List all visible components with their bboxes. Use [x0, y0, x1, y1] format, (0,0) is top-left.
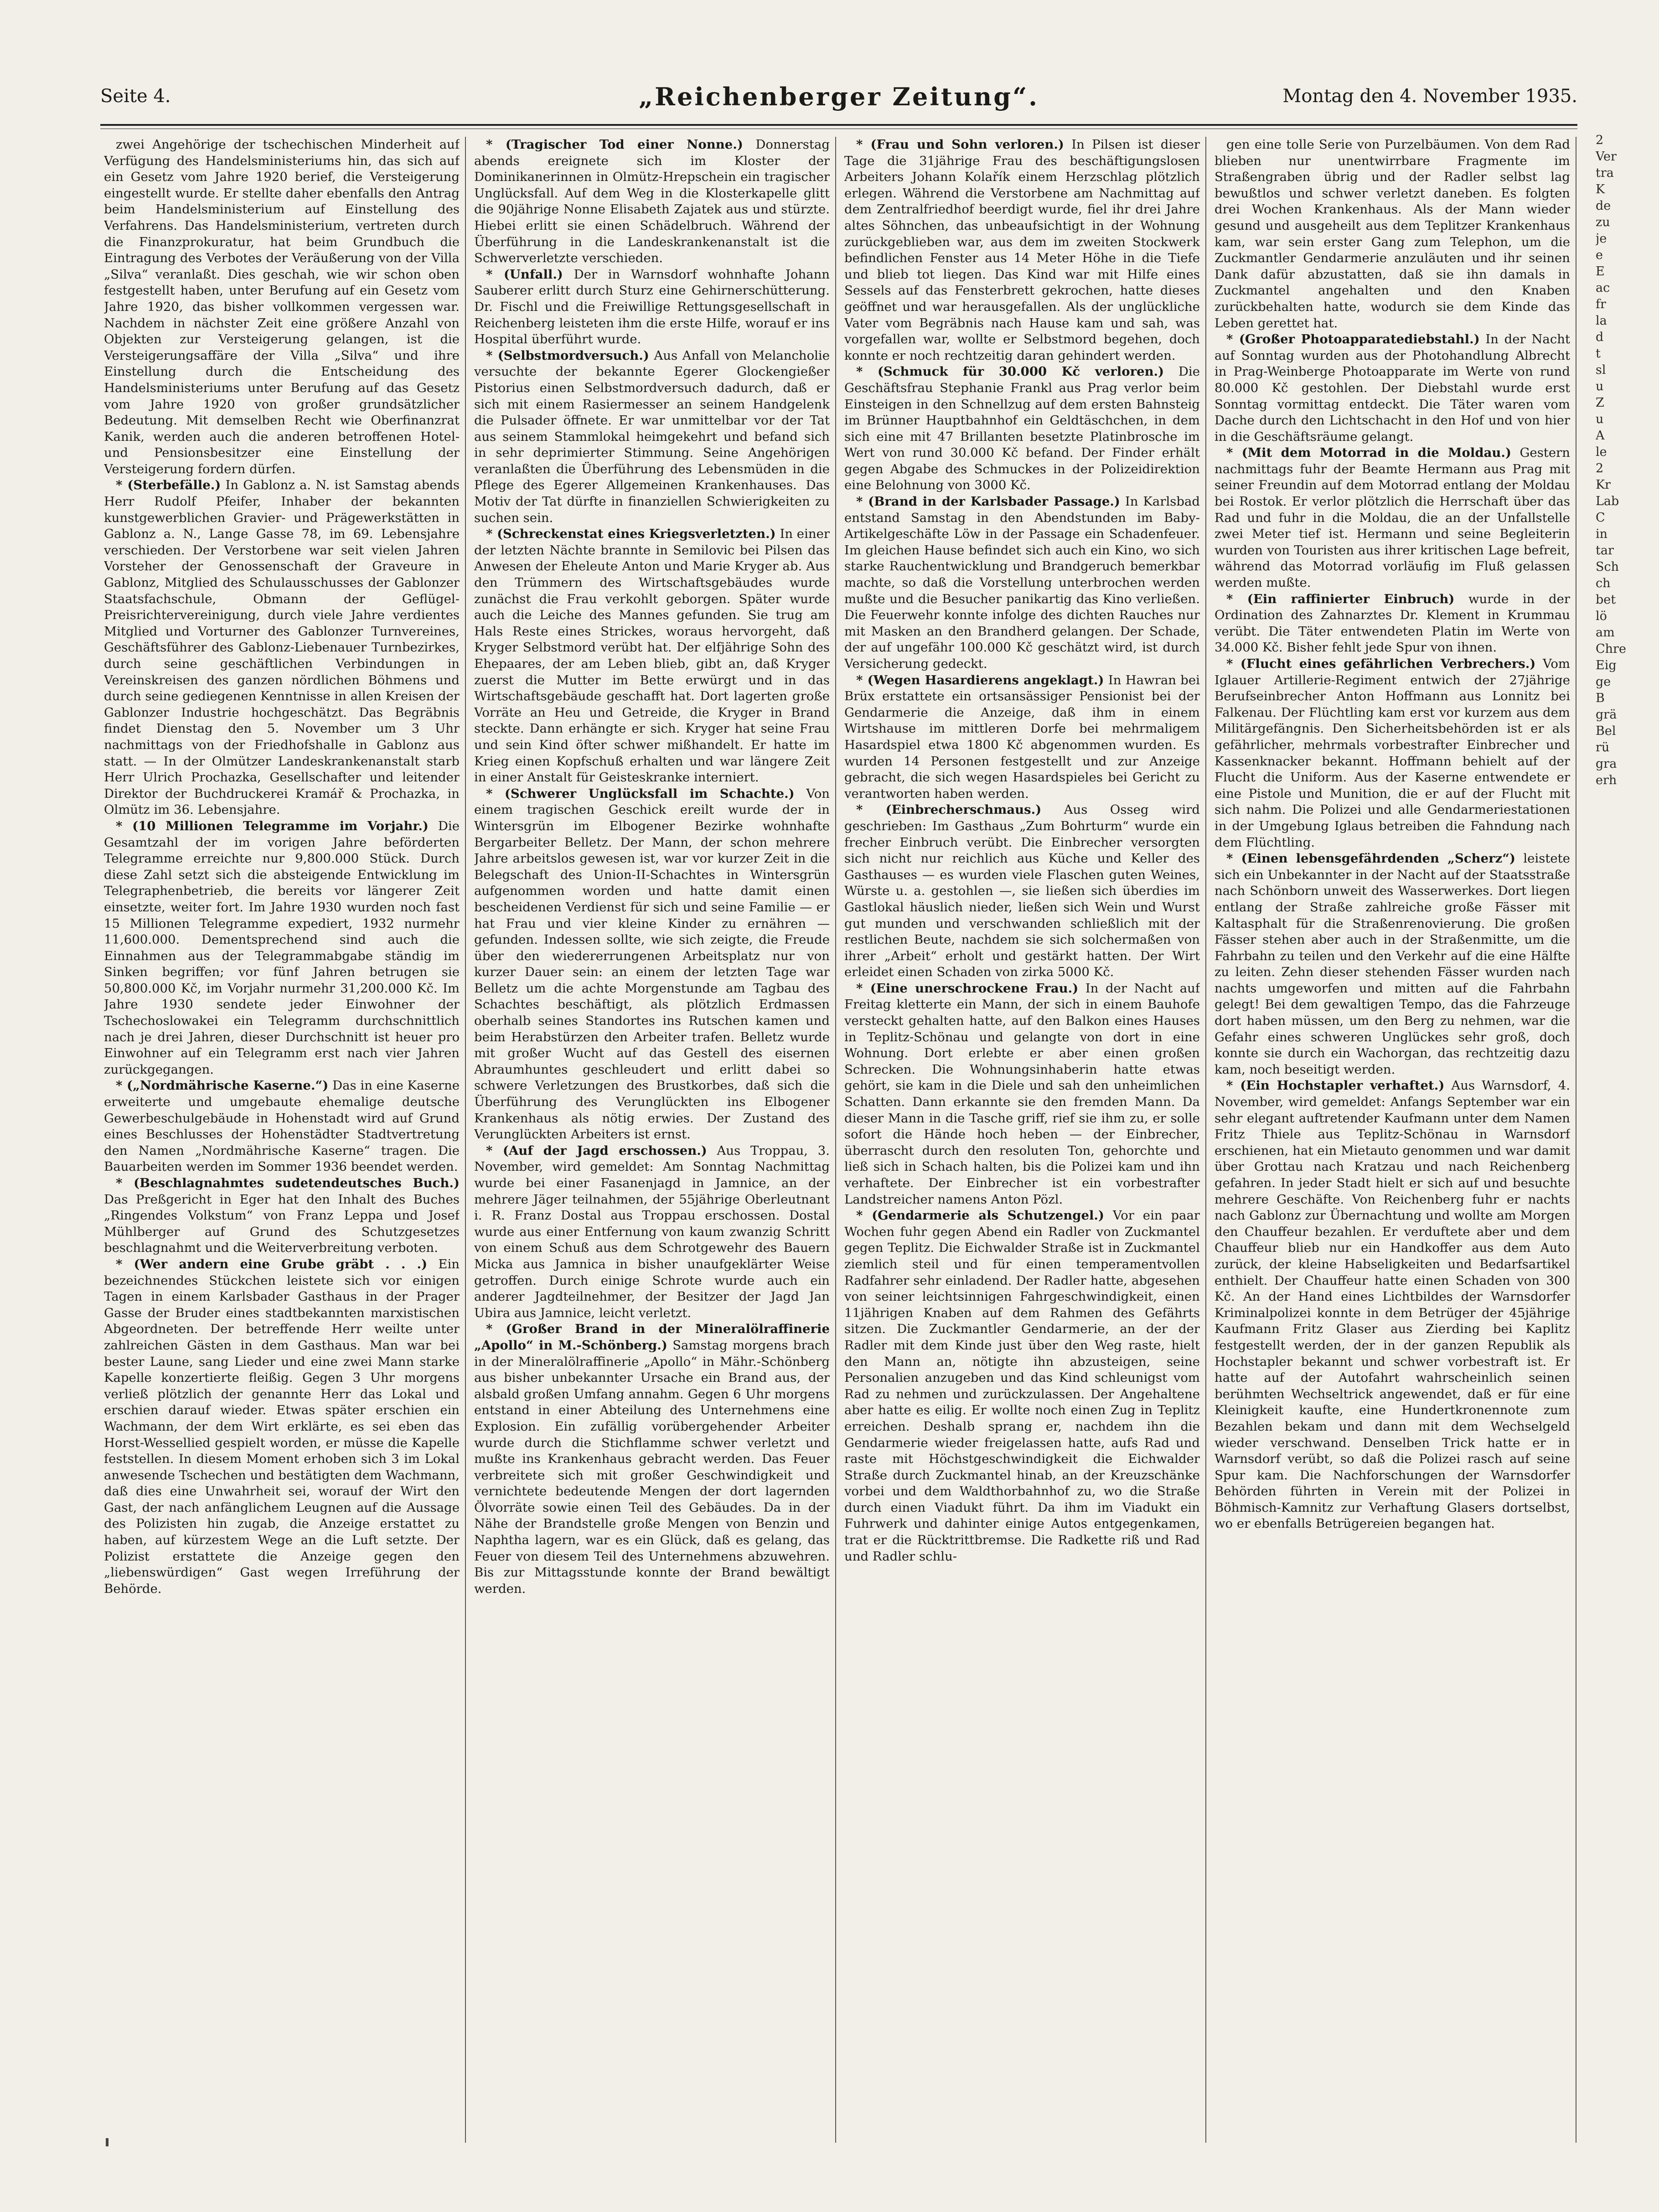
fragment-line: lö: [1596, 609, 1607, 623]
article-headline: * (Tragischer Tod einer Nonne.): [486, 137, 743, 152]
fragment-line: tar: [1596, 543, 1614, 558]
article-text: Aus Troppau, 3. November, wird gemeldet: Am Sonntag Nachmittag wurde bei einer Fasanenjagd in Jamnice, an der mehrere Jäger teilnahmen, der 55jährige Oberleutnant i. R. Franz Dostal aus Troppau erschossen. Dostal wurde aus einer Entfernung von kaum zwanzig Schritt von einem Schuß aus dem Schrotgewehr des Bauern Micka aus Jamnica in bisher unaufgeklärter Weise getroffen. Durch einige Schrote wurde auch ein anderer Jagdteilnehmer, der Besitzer der Jagd Jan Ubira aus Jamnice, leicht verletzt.: [474, 1143, 830, 1320]
column-4: [1215, 137, 1570, 2161]
adjacent-page-fragment: [1596, 132, 1659, 2161]
article-text: Donnerstag abends ereignete sich im Kloster der Dominikanerinnen in Olmütz-Hrepschein ein tragischer Unglücksfall. Auf dem Weg in die Klosterkapelle glitt die 90jährige Nonne Elisabeth Zajatek aus und stürzte. Hiebei erlitt sie einen Schädelbruch. Während der Überführung in die Landeskrankenanstalt ist die Schwerverletzte verschieden.: [474, 137, 830, 266]
article-text: leistete sich ein Unbekannter in der Nacht auf der Staatsstraße nach Schönborn unweit des Wasserwerkes. Dort liegen entlang der Straße zahlreiche große Fässer mit Kaltasphalt für die Straßenrenovierung. Die großen Fässer stehen aber auch in der Straßenmitte, um die Fahrbahn zu teilen und den Verkehr auf die eine Hälfte zu leiten. Zehn dieser stehenden Fässer wurden nach nachts umgeworfen und mitten auf die Fahrbahn gelegt! Bei dem gewaltigen Tempo, das die Fahrzeuge dort haben müssen, um den Berg zu nehmen, war die Gefahr eines schweren Unglückes sehr groß, doch konnte sie durch ein Wachorgan, das rechtzeitig dazu kam, noch beseitigt werden.: [1215, 851, 1570, 1077]
article-text: wurde in der Ordination des Zahnarztes Dr. Klement in Krummau verübt. Die Täter entwendeten Platin im Werte von 34.000 Kč. Bisher fehlt jede Spur von ihnen.: [1215, 591, 1570, 655]
article: [104, 1256, 460, 1597]
article-headline: * (Großer Brand in der Mineralölraffinerie „Apollo“ in M.-Schönberg.): [474, 1322, 830, 1353]
article-headline: * (Unfall.): [486, 267, 563, 282]
article: [1215, 1078, 1570, 1532]
fragment-line: t: [1596, 346, 1601, 361]
fragment-line: ge: [1596, 675, 1611, 689]
article: [844, 981, 1200, 1208]
article-headline: * (Selbstmordversuch.): [486, 348, 649, 363]
article: [844, 802, 1200, 981]
article-text: In Pilsen ist dieser Tage die 31jährige Frau des beschäftigungslosen Arbeiters Johann Kolařík einem Herzschlag plötzlich erlegen. Während die Verstorbene am Nachmittag auf dem Zentralfriedhof beerdigt wurde, fiel ihr drei Jahre altes Söhnchen, das unbeaufsichtigt in der Wohnung zurückgeblieben war, aus dem im zweiten Stockwerk befindlichen Fenster aus 14 Meter Höhe in die Tiefe und blieb tot liegen. Das Kind war mit Hilfe eines Sessels auf das Fensterbrett gekrochen, hatte dieses geöffnet und war herausgefallen. Als der unglückliche Vater vom Begräbnis nach Hause kam und sah, was vorgefallen war, wollte er Selbstmord begehen, doch konnte er noch rechtzeitig daran gehindert werden.: [844, 137, 1200, 363]
fragment-line: Bel: [1596, 724, 1616, 738]
article-headline: * (Schmuck für 30.000 Kč verloren.): [856, 364, 1164, 379]
article: [474, 1143, 830, 1322]
article-text: Der in Warnsdorf wohnhafte Johann Sauberer erlitt durch Sturz eine Gehirnerschütterung. Dr. Fischl und die Freiwillige Rettungsgesellschaft in Reichenberg leisteten ihm die erste Hilfe, worauf er ins Hospital überführt wurde.: [474, 267, 830, 347]
article-text: Das Preßgericht in Eger hat den Inhalt des Buches „Ringendes Volkstum“ von Franz Leppa und Josef Mühlberger auf Grund des Schutzgesetzes beschlagnahmt und die Weiterverbreitung verboten.: [104, 1192, 460, 1256]
article-text: Vor ein paar Wochen fuhr gegen Abend ein Radler von Zuckmantel gegen Teplitz. Die Eichwalder Straße ist in Zuckmantel ziemlich steil und für einen temperamentvollen Radfahrer sehr einladend. Der Radler hatte, abgesehen von seiner leichtsinnigen Fahrgeschwindigkeit, einen 11jährigen Knaben auf dem Rahmen des Gefährts sitzen. Die Zuckmantler Gendarmerie, an der der Radler mit dem Kinde just über den Weg raste, hielt den Mann an, nötigte ihn abzusteigen, seine Personalien anzugeben und das Kind schleunigst vom Rad zu nehmen und zurückzulassen. Der Angehaltene aber hatte es eilig. Er wollte noch einen Zug in Teplitz erreichen. Deshalb sprang er, nachdem ihn die Gendarmerie wieder freigelassen hatte, aufs Rad und raste mit Höchstgeschwindigkeit die Eichwalder Straße durch Zuckmantel hinab, an der Kreuzschänke vorbei und dem Waldthorbahnhof zu, wo die Straße durch einen Viadukt führt. Da ihm im Viadukt ein Fuhrwerk und dahinter einige Autos entgegenkamen, trat er die Rücktrittbremse. Die Radkette riß und Rad und Radler schlu-: [844, 1208, 1200, 1564]
column-divider: [465, 137, 466, 2143]
article-headline: * (Beschlagnahmtes sudetendeutsches Buch.): [116, 1176, 460, 1190]
fragment-line: B: [1596, 691, 1605, 705]
fragment-line: ch: [1596, 576, 1611, 590]
fragment-line: am: [1596, 625, 1615, 640]
article: [1215, 445, 1570, 591]
column-2: [474, 137, 830, 2161]
page-number: Seite 4.: [100, 86, 171, 107]
fragment-line: fr: [1596, 297, 1606, 311]
fragment-line: in: [1596, 527, 1608, 541]
article-text: gen eine tolle Serie von Purzelbäumen. Von dem Rad blieben nur unentwirrbare Fragmente im Straßengraben übrig und der Radler selbst lag bewußtlos und schwer verletzt daneben. Es folgten drei Wochen Krankenhaus. Als der Mann wieder gesund und ausgeheilt aus dem Teplitzer Krankenhaus kam, war sein erster Gang zum Telephon, um die Zuckmantler Gendarmerie anzuläuten und ihr seinen Dank dafür abzustatten, daß sie ihn damals in Zuckmantel angehalten und den Knaben zurückbehalten hatte, wodurch sie dem Kinde das Leben gerettet hat.: [1215, 137, 1570, 331]
fragment-line: 2: [1596, 133, 1604, 147]
article: [474, 267, 830, 348]
fragment-line: de: [1596, 199, 1611, 213]
article-text: In der Nacht auf Freitag kletterte ein Mann, der sich in einem Bauhofe versteckt gehalten hatte, auf den Balkon eines Hauses in Teplitz-Schönau und gelangte von dort in eine Wohnung. Dort erlebte er aber einen großen Schrecken. Die Wohnungsinhaberin hatte etwas gehört, sie kam in die Diele und sah den unheimlichen Schatten. Dann erkannte sie den fremden Mann. Da dieser Mann in die Tasche griff, rief sie ihm zu, er solle sofort die Hände hoch heben — der Einbrecher, überrascht durch den resoluten Ton, gehorchte und ließ sich in Schach halten, bis die Polizei kam und ihn verhaftete. Der Einbrecher ist ein vorbestrafter Landstreicher namens Anton Pözl.: [844, 981, 1200, 1207]
fragment-line: u: [1596, 412, 1604, 426]
fragment-line: u: [1596, 379, 1604, 393]
article: [1215, 851, 1570, 1078]
article: [1215, 591, 1570, 656]
article: [1215, 656, 1570, 851]
article: [844, 672, 1200, 802]
article: [104, 137, 460, 477]
article-text: Gestern nachmittags fuhr der Beamte Hermann aus Prag mit seiner Freundin auf dem Motorrad entlang der Moldau bei Rostok. Er verlor plötzlich die Herrschaft über das Rad und fuhr in die Moldau, die an der Unfallstelle zwei Meter tief ist. Hermann und seine Begleiterin wurden von Touristen aus ihrer kritischen Lage befreit, während das Motorrad vorläufig im Fluß gelassen werden mußte.: [1215, 445, 1570, 590]
fragment-line: ac: [1596, 281, 1610, 295]
article-headline: * (Großer Photoapparatediebstahl.): [1226, 332, 1480, 347]
article-text: Aus Osseg wird geschrieben: Im Gasthaus „Zum Bohrturm“ wurde ein frecher Einbruch verübt. Die Einbrecher versorgten sich nicht nur reichlich aus Küche und Keller des Gasthauses — es wurden viele Flaschen guten Weines, Würste u. a. gestohlen —, sie ließen sich überdies im Gastlokal häuslich nieder, ließen sich Wein und Wurst gut munden und verschwanden schließlich mit der restlichen Beute, nachdem sie sich solchermaßen von ihrer „Arbeit“ erholt und gestärkt hatten. Der Wirt erleidet einen Schaden von zirka 5000 Kč.: [844, 802, 1200, 980]
article-headline: * (Flucht eines gefährlichen Verbrechers.): [1226, 656, 1536, 671]
article-text: zwei Angehörige der tschechischen Minderheit auf Verfügung des Handelsministeriums hin, das sich auf ein Gesetz vom Jahre 1920 berief, die Versteigerung eingestellt wurde. Er stellte daher ebenfalls den Antrag beim Handelsministerium auf Einstellung des Verfahrens. Das Handelsministerium, vertreten durch die Finanzprokuratur, hat beim Grundbuch die Eintragung des Verbotes der Veräußerung von der Villa „Silva“ veranlaßt. Dies geschah, wie wir schon oben festgestellt haben, unter Berufung auf ein Gesetz vom Jahre 1920, das bisher vollkommen vergessen war. Nachdem in nächster Zeit eine größere Anzahl von Objekten zur Versteigerung gelangen, ist die Versteigerungsaffäre der Villa „Silva“ und ihre Einstellung durch die Entscheidung des Handelsministeriums unter Berufung auf das Gesetz vom Jahre 1920 von großer grundsätzlicher Bedeutung. Mit demselben Recht wie Oberfinanzrat Kanik, werden auch die anderen betroffenen Hotel- und Pensionsbesitzer eine Einstellung der Versteigerung fordern dürfen.: [104, 137, 460, 476]
fragment-line: K: [1596, 182, 1605, 196]
fragment-line: grä: [1596, 708, 1617, 722]
fragment-line: rü: [1596, 740, 1610, 755]
fragment-line: E: [1596, 264, 1605, 279]
fragment-line: le: [1596, 445, 1607, 459]
newspaper-title: „Reichenberger Zeitung“.: [639, 82, 1039, 111]
fragment-line: erh: [1596, 773, 1617, 787]
print-speck: [106, 2138, 109, 2146]
fragment-line: e: [1596, 248, 1603, 262]
article-headline: * (Wegen Hasardierens angeklagt.): [856, 672, 1104, 687]
fragment-line: Kr: [1596, 478, 1611, 492]
page-header: [100, 82, 1577, 119]
article-text: Vom Iglauer Artillerie-Regiment entwich der 27jährige Berufseinbrecher Anton Hoffmann aus Lonnitz bei Falkenau. Der Flüchtling kam erst vor kurzem aus dem Militärgefängnis. Den Sicherheitsbehörden ist er als gefährlicher, mehrmals vorbestrafter Einbrecher und Kassenknacker bekannt. Hoffmann behielt auf der Flucht die Uniform. Aus der Kaserne entwendete er eine Pistole und Munition, die er auf der Flucht mit sich nahm. Die Polizei und alle Gendarmeriestationen in der Umgebung Iglaus betreiben die Fahndung nach dem Flüchtling.: [1215, 656, 1570, 850]
article-text: In der Nacht auf Sonntag wurden aus der Photohandlung Albrecht in Prag-Weinberge Photoapparate im Werte von rund 80.000 Kč gestohlen. Der Diebstahl wurde erst Sonntag vormittag entdeckt. Die Täter waren vom Dache durch den Lichtschacht in den Hof und von hier in die Geschäftsräume gelangt.: [1215, 332, 1570, 444]
header-rule: [100, 124, 1577, 126]
article: [844, 364, 1200, 494]
article-text: In Gablonz a. N. ist Samstag abends Herr Rudolf Pfeifer, Inhaber der bekannten kunstgewerblichen Gravier- und Prägewerkstätten in Gablonz a. N., Lange Gasse 78, im 69. Lebensjahre verschieden. Der Verstorbene war seit vielen Jahren Vorsteher der Genossenschaft der Graveure in Gablonz, Mitglied des Schulausschusses der Gablonzer Staatsfachschule, Obmann der Geflügel-Preisrichtervereinigung, durch viele Jahre verdientes Mitglied und Vorturner des Gablonzer Turnvereines, Geschäftsführer des Gablonz-Liebenauer Turnbezirkes, durch seine geschäftlichen Verbindungen in Vereinskreisen des ganzen nördlichen Böhmens und durch seine gediegenen Kenntnisse in allen Kreisen der Gablonzer Industrie hochgeschätzt. Das Begräbnis findet Dienstag den 5. November um 3 Uhr nachmittags von der Friedhofshalle in Gablonz aus statt. — In der Olmützer Landeskrankenanstalt starb Herr Ulrich Prochazka, Gesellschafter und leitender Direktor der Buchdruckerei Kramář & Prochazka, in Olmütz im 36. Lebensjahre.: [104, 478, 460, 817]
fragment-line: bet: [1596, 593, 1616, 607]
article: [844, 494, 1200, 672]
fragment-line: Lab: [1596, 494, 1619, 508]
article-text: Samstag morgens brach in der Mineralölraffinerie „Apollo“ in Mähr.-Schönberg aus bisher unbekannter Ursache ein Brand aus, der alsbald großen Umfang annahm. Gegen 6 Uhr morgens entstand in einer Abteilung des Unternehmens eine Explosion. Ein zufällig vorübergehender Arbeiter wurde durch die Stichflamme schwer verletzt und mußte ins Krankenhaus gebracht werden. Das Feuer verbreitete sich mit großer Geschwindigkeit und vernichtete bedeutende Mengen der dort lagernden Ölvorräte sowie einen Teil des Gebäudes. Da in der Nähe der Brandstelle große Mengen von Benzin und Naphtha lagern, war es ein Glück, daß es gelang, das Feuer von diesem Teil des Unternehmens abzuwehren. Bis zur Mittagsstunde konnte der Brand bewältigt werden.: [474, 1338, 830, 1596]
article: [474, 348, 830, 527]
article-text: Aus Anfall von Melancholie versuchte der bekannte Egerer Glockengießer Pistorius einen Selbstmordversuch dadurch, daß er sich mit einem Rasiermesser an seinem Handgelenk die Pulsader öffnete. Er war unmittelbar vor der Tat aus seinem Stammlokal heimgekehrt und befand sich in sehr deprimierter Stimmung. Seine Angehörigen veranlaßten die Überführung des Lebensmüden in die Pflege des Egerer Allgemeinen Krankenhauses. Das Motiv der Tat dürfte in finanziellen Schwierigkeiten zu suchen sein.: [474, 348, 830, 525]
article: [474, 786, 830, 1143]
fragment-line: 2: [1596, 461, 1604, 475]
fragment-line: zu: [1596, 215, 1610, 229]
article-headline: * (Einbrecherschmaus.): [856, 802, 1042, 817]
fragment-line: d: [1596, 330, 1604, 344]
fragment-line: Eig: [1596, 658, 1617, 672]
article-text: In Karlsbad entstand Samstag in den Abendstunden im Baby-Artikelgeschäfte Löw in der Passage ein Schadenfeuer. Im gleichen Hause befindet sich auch ein Kino, wo sich starke Rauchentwicklung und Brandgeruch bemerkbar machte, so daß die Vorstellung unterbrochen werden mußte und die Besucher panikartig das Kino verließen. Die Feuerwehr konnte infolge des dichten Rauches nur mit Masken an den Brandherd gelangen. Der Schade, der auf ungefähr 100.000 Kč geschätzt wird, ist durch Versicherung gedeckt.: [844, 494, 1200, 671]
article-headline: * (Wer andern eine Grube gräbt . . .): [116, 1256, 428, 1271]
article: [1215, 137, 1570, 331]
article-headline: * (Frau und Sohn verloren.): [856, 137, 1064, 152]
column-divider: [835, 137, 836, 2143]
column-3: [844, 137, 1200, 2161]
article-headline: * (Einen lebensgefährdenden „Scherz“): [1226, 851, 1516, 866]
article: [844, 1208, 1200, 1565]
fragment-line: sl: [1596, 363, 1606, 377]
article-headline: * (Eine unerschrockene Frau.): [856, 981, 1079, 996]
article-text: Die Gesamtzahl der im vorigen Jahre beförderten Telegramme erreichte nur 9,800.000 Stück. Durch diese Zahl setzt sich die absteigende Entwicklung im Telegraphenbetrieb, die bereits vor längerer Zeit einsetzte, weiter fort. Im Jahre 1930 wurden noch fast 15 Millionen Telegramme expediert, 1932 nurmehr 11,600.000. Dementsprechend sind auch die Einnahmen aus der Telegrammabgabe ständig im Sinken begriffen; vor fünf Jahren betrugen sie 50,800.000 Kč, im Vorjahr nurmehr 31,200.000 Kč. Im Jahre 1930 sendete jeder Einwohner der Tschechoslowakei ein Telegramm durchschnittlich nach je drei Jahren, dieser Durchschnitt ist heuer pro Einwohner auf ein Telegramm erst nach vier Jahren zurückgegangen.: [104, 818, 460, 1077]
column-divider: [1205, 137, 1206, 2143]
article: [104, 477, 460, 818]
article-headline: * (Auf der Jagd erschossen.): [486, 1143, 707, 1158]
article-text: Das in eine Kaserne erweiterte und umgebaute ehemalige deutsche Gewerbeschulgebäude in Hohenstadt wird auf Grund eines Beschlusses der Hohenstädter Stadtvertretung den Namen „Nordmährische Kaserne“ tragen. Die Bauarbeiten werden im Sommer 1936 beendet werden.: [104, 1078, 460, 1174]
article: [474, 1321, 830, 1597]
article-headline: * (Ein Hochstapler verhaftet.): [1226, 1078, 1445, 1093]
fragment-line: tra: [1596, 166, 1614, 180]
article-text: In Hawran bei Brüx erstattete ein ortsansässiger Pensionist bei der Gendarmerie die Anzeige, daß ihm in einem Wirtshause im mittleren Dorfe bei mehrmaligem Hasardspiel etwa 1800 Kč abgenommen wurden. Es wurden 14 Personen festgestellt und zur Anzeige gebracht, die sich wegen Hasardspieles bei Gericht zu verantworten haben werden.: [844, 672, 1200, 801]
article: [1215, 331, 1570, 445]
fragment-line: Ver: [1596, 150, 1617, 164]
fragment-line: A: [1596, 429, 1605, 443]
article: [844, 137, 1200, 364]
issue-date: Montag den 4. November 1935.: [1282, 86, 1577, 107]
fragment-line: C: [1596, 511, 1605, 525]
fragment-line: Sch: [1596, 560, 1619, 574]
article: [474, 137, 830, 267]
article-headline: * (Sterbefälle.): [116, 478, 221, 493]
article: [474, 526, 830, 786]
article-headline: * (Schwerer Unglücksfall im Schachte.): [486, 786, 795, 801]
article-headline: * (Brand in der Karlsbader Passage.): [856, 494, 1120, 509]
article-text: In einer der letzten Nächte brannte in Semilovic bei Pilsen das Anwesen der Eheleute Anton und Marie Kryger ab. Aus den Trümmern des Wirtschaftsgebäudes wurde zunächst die Frau verkohlt geborgen. Später wurde auch die Leiche des Mannes gefunden. Sie trug am Hals Reste eines Strickes, woraus hervorgeht, daß Kryger Selbstmord verübt hat. Der elfjährige Sohn des Ehepaares, der am Leben blieb, gibt an, daß Kryger zuerst die Mutter im Bette erwürgt und in das Wirtschaftsgebäude geschafft hat. Dort lagerten große Vorräte an Heu und Getreide, die Kryger in Brand steckte. Dann erhängte er sich. Kryger hat seine Frau und sein Kind öfter schwer mißhandelt. Er hatte im Krieg einen Kopfschuß erhalten und war längere Zeit in einer Anstalt für Geisteskranke interniert.: [474, 527, 830, 785]
article-text: Die Geschäftsfrau Stephanie Frankl aus Prag verlor beim Einsteigen in den Schnellzug auf dem ersten Bahnsteig im Brünner Hauptbahnhof ein Geldtäschchen, in dem sich eine mit 47 Brillanten besetzte Platinbrosche im Wert von rund 30.000 Kč befand. Der Finder erhält gegen Abgabe des Schmuckes in der Polizeidirektion eine Belohnung von 3000 Kč.: [844, 364, 1200, 493]
fragment-line: gra: [1596, 757, 1617, 771]
article-text: Aus Warnsdorf, 4. November, wird gemeldet: Anfangs September war ein sehr elegant auftretender Kaufmann unter dem Namen Fritz Thiele aus Teplitz-Schönau in Warnsdorf erschienen, hat ein Mietauto genommen und war damit über Grottau nach Kratzau und nach Reichenberg gefahren. In jeder Stadt hielt er sich auf und besuchte mehrere Geschäfte. Von Reichenberg fuhr er nachts nach Gablonz zur Übernachtung und wollte am Morgen den Chauffeur bezahlen. Er verduftete aber und dem Chauffeur blieb nur ein Handkoffer aus dem Auto zurück, der kleine Habseligkeiten und Bedarfsartikel enthielt. Der Chauffeur hatte einen Schaden von 300 Kč. An der Hand eines Lichtbildes der Warnsdorfer Kriminalpolizei konnte in dem Betrüger der 45jährige Kaufmann Fritz Glaser aus Zierding bei Kaplitz festgestellt werden, der in der ganzen Republik als Hochstapler bekannt und schwer vorbestraft ist. Er hatte auf der Autofahrt wahrscheinlich seinen berühmten Wechseltrick angewendet, daß er für eine Kleinigkeit kaufte, eine Hundertkronennote zum Bezahlen bekam und dann mit dem Wechselgeld wieder verschwand. Denselben Trick hatte er in Warnsdorf verübt, so daß die Polizei rasch auf seine Spur kam. Die Nachforschungen der Warnsdorfer Behörden führten in Verein mit der Polizei in Böhmisch-Kamnitz zur Verhaftung Glasers dortselbst, wo er ebenfalls Betrügereien begangen hat.: [1215, 1078, 1570, 1531]
column-1: [104, 137, 460, 2161]
article-headline: * (Mit dem Motorrad in die Moldau.): [1226, 445, 1511, 460]
fragment-line: la: [1596, 314, 1607, 328]
article-headline: * (10 Millionen Telegramme im Vorjahr.): [116, 818, 429, 833]
fragment-line: Z: [1596, 396, 1604, 410]
article: [104, 1078, 460, 1175]
article: [104, 1175, 460, 1256]
article-text: Von einem tragischen Geschick ereilt wurde der in Wintersgrün im Elbogener Bezirke wohnhafte Bergarbeiter Belletz. Der Mann, der schon mehrere Jahre arbeitslos gewesen ist, war vor kurzer Zeit in die Belegschaft des Union-II-Schachtes in Wintersgrün aufgenommen worden und hatte damit einen bescheidenen Verdienst für sich und seine Familie — er hat Frau und vier kleine Kinder zu ernähren — gefunden. Indessen sollte, wie sich zeigte, die Freude über den wiedererrungenen Arbeitsplatz nur von kurzer Dauer sein: an einem der letzten Tage war Belletz um die achte Morgenstunde am Tagbau des Schachtes beschäftigt, als plötzlich Erdmassen oberhalb seines Standortes ins Rutschen kamen und beim Herabstürzen den Arbeiter trafen. Belletz wurde mit großer Wucht auf das Gestell des eisernen Abraumhuntes geschleudert und erlitt dabei so schwere Verletzungen des Brustkorbes, daß sich die Überführung des Verunglückten ins Elbogener Krankenhaus als nötig erwies. Der Zustand des Verunglückten Arbeiters ist ernst.: [474, 786, 830, 1142]
article-headline: * (Schreckenstat eines Kriegsverletzten.): [486, 527, 776, 542]
article-text: Ein bezeichnendes Stückchen leistete sich vor einigen Tagen in einem Karlsbader Gasthaus in der Prager Gasse der Bruder eines stadtbekannten marxistischen Abgeordneten. Der betreffende Herr weilte unter zahlreichen Gästen in dem Gasthaus. Man war bei bester Laune, sang Lieder und eine zwei Mann starke Kapelle konzertierte fleißig. Gegen 3 Uhr morgens verließ plötzlich der genannte Herr das Lokal und erschien darauf wieder. Etwas später erschien ein Wachmann, der dem Wirt erklärte, es sei eben das Horst-Wessellied gespielt worden, er müsse die Kapelle feststellen. In diesem Moment erhoben sich 3 im Lokal anwesende Tschechen und bestätigten dem Wachmann, daß dies eine Unwahrheit sei, worauf der Wirt den Gast, der nach anfänglichem Leugnen auf die Aussage des Polizisten hin zugab, die Anzeige erstattet zu haben, auf kürzestem Wege an die Luft setzte. Der Polizist erstattete die Anzeige gegen den „liebenswürdigen“ Gast wegen Irreführung der Behörde.: [104, 1256, 460, 1596]
fragment-line: Chre: [1596, 642, 1626, 656]
article: [104, 818, 460, 1078]
fragment-line: je: [1596, 232, 1607, 246]
article-headline: * („Nordmährische Kaserne.“): [116, 1078, 329, 1093]
article-headline: * (Gendarmerie als Schutzengel.): [856, 1208, 1104, 1223]
article-headline: * (Ein raffinierter Einbruch): [1226, 591, 1455, 606]
